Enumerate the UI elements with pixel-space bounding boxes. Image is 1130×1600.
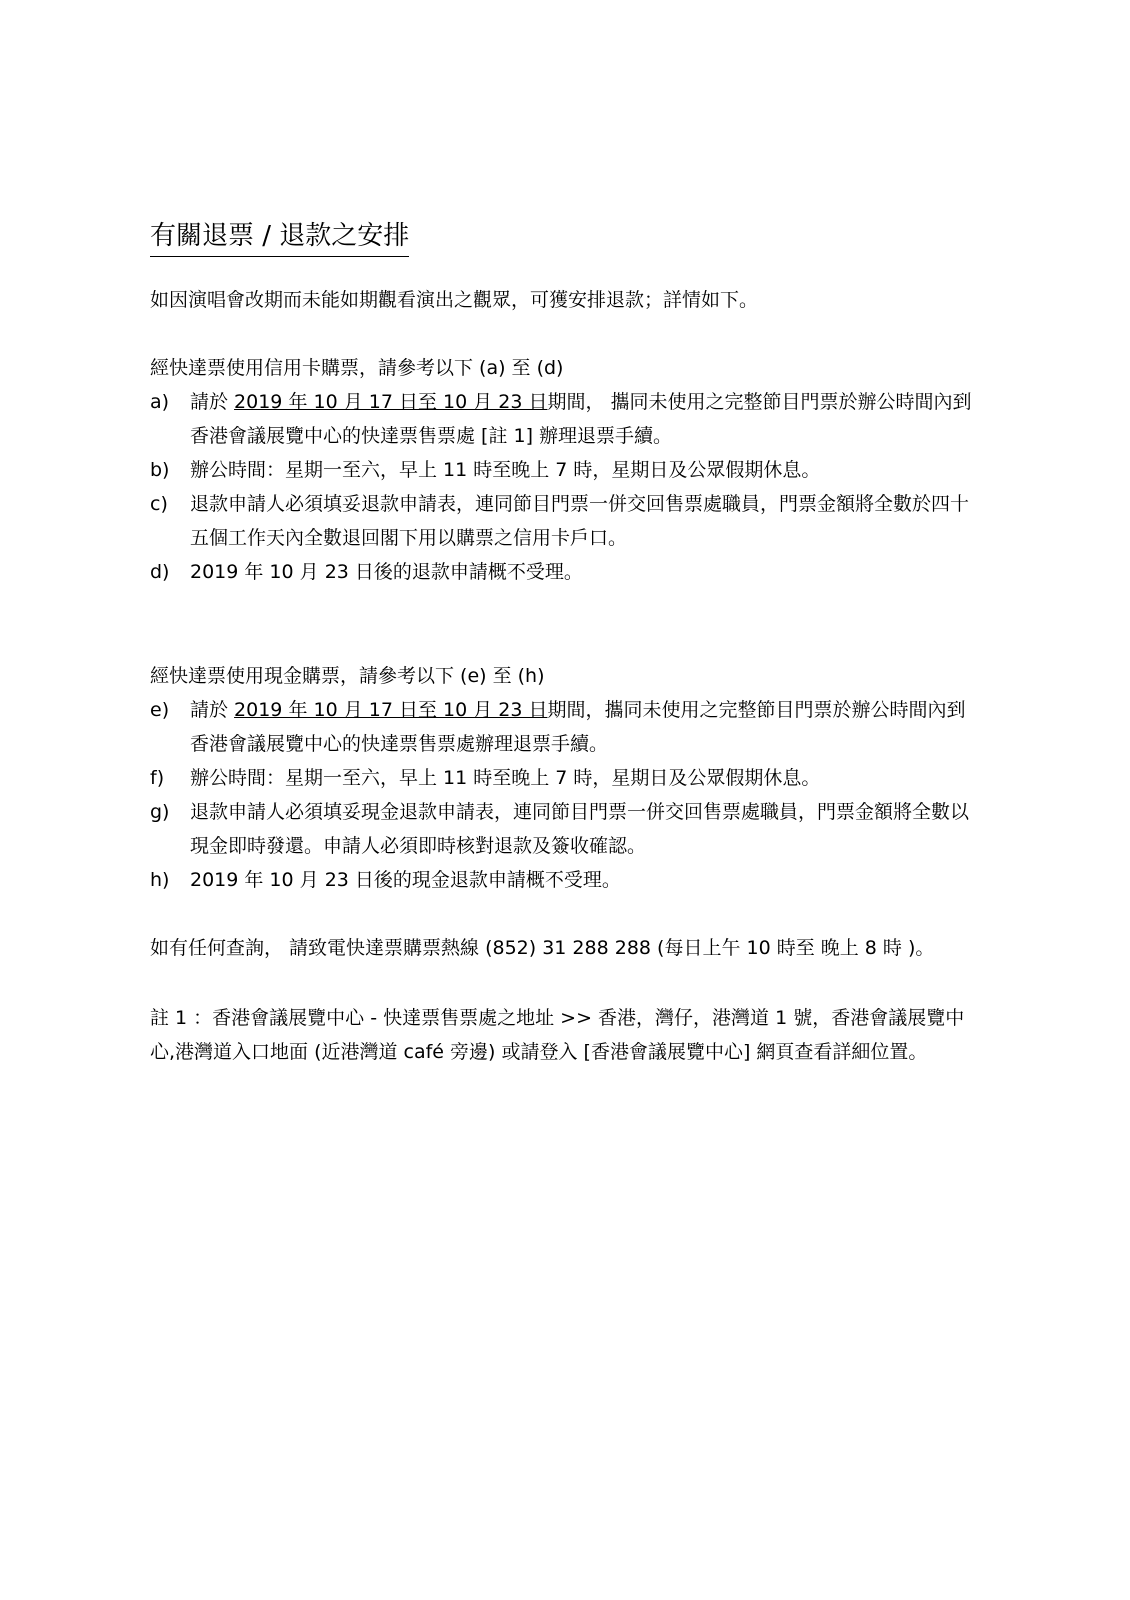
list-item-text: 退款申請人必須填妥退款申請表，連同節目門票一併交回售票處職員，門票金額將全數於四十五個工作天內全數退回閣下用以購票之信用卡戶口。 (190, 493, 970, 549)
list-item-text: 退款申請人必須填妥現金退款申請表，連同節目門票一併交回售票處職員，門票金額將全數以現金即時發還。申請人必須即時核對退款及簽收確認。 (190, 801, 970, 857)
item-text-prefix: 請於 (190, 699, 235, 721)
list-item-text: 辦公時間：星期一至六，早上 11 時至晚上 7 時，星期日及公眾假期休息。 (190, 767, 821, 789)
document-page (150, 218, 980, 1069)
item-text-suffix: 期間， 攜同未使用之完整節目門票於辦公時間內到香港會議展覽中心的快達票售票處 [註 1] 辦理退票手續。 (190, 391, 972, 447)
cash-list (150, 693, 980, 897)
item-text-suffix: 期間，攜同未使用之完整節目門票於辦公時間內到香港會議展覽中心的快達票售票處辦理退票手續。 (190, 699, 966, 755)
list-item-e (150, 693, 980, 761)
page-title: 有關退票 / 退款之安排 (150, 218, 409, 257)
list-item-text (190, 693, 980, 761)
list-item-text (190, 385, 980, 453)
list-item-d (150, 555, 980, 589)
list-marker: c) (150, 493, 168, 515)
item-text-prefix: 請於 (190, 391, 235, 413)
list-marker: f) (150, 767, 165, 789)
list-item-a (150, 385, 980, 453)
list-marker: a) (150, 391, 170, 413)
list-marker: b) (150, 459, 170, 481)
list-item-c (150, 487, 980, 555)
credit-card-list (150, 385, 980, 589)
cash-heading: 經快達票使用現金購票，請參考以下 (e) 至 (h) (150, 665, 545, 687)
intro-paragraph: 如因演唱會改期而未能如期觀看演出之觀眾，可獲安排退款；詳情如下。 (150, 289, 759, 311)
credit-card-section (150, 351, 980, 589)
cash-section (150, 659, 980, 897)
list-marker: g) (150, 801, 170, 823)
list-item-text: 2019 年 10 月 23 日後的退款申請概不受理。 (190, 561, 583, 583)
list-marker: h) (150, 869, 170, 891)
list-marker: d) (150, 561, 170, 583)
list-item-text: 辦公時間：星期一至六，早上 11 時至晚上 7 時，星期日及公眾假期休息。 (190, 459, 821, 481)
enquiry-paragraph: 如有任何查詢， 請致電快達票購票熱線 (852) 31 288 288 (每日上午 10 時至 晚上 8 時 )。 (150, 937, 935, 959)
list-item-b (150, 453, 980, 487)
list-marker: e) (150, 699, 170, 721)
footnote-paragraph: 註 1 ：香港會議展覽中心 - 快達票售票處之地址 >> 香港，灣仔，港灣道 1 號，香港會議展覽中心,港灣道入口地面 (近港灣道 café 旁邊) 或請登入 [香港會議展覽中心] 網頁查看詳細位置。 (150, 1007, 965, 1063)
list-item-h (150, 863, 980, 897)
list-item-g (150, 795, 980, 863)
refund-period-underlined: 2019 年 10 月 17 日至 10 月 23 日 (234, 391, 548, 413)
list-item-text: 2019 年 10 月 23 日後的現金退款申請概不受理。 (190, 869, 621, 891)
refund-period-underlined: 2019 年 10 月 17 日至 10 月 23 日 (234, 699, 548, 721)
list-item-f (150, 761, 980, 795)
credit-card-heading: 經快達票使用信用卡購票，請參考以下 (a) 至 (d) (150, 357, 564, 379)
